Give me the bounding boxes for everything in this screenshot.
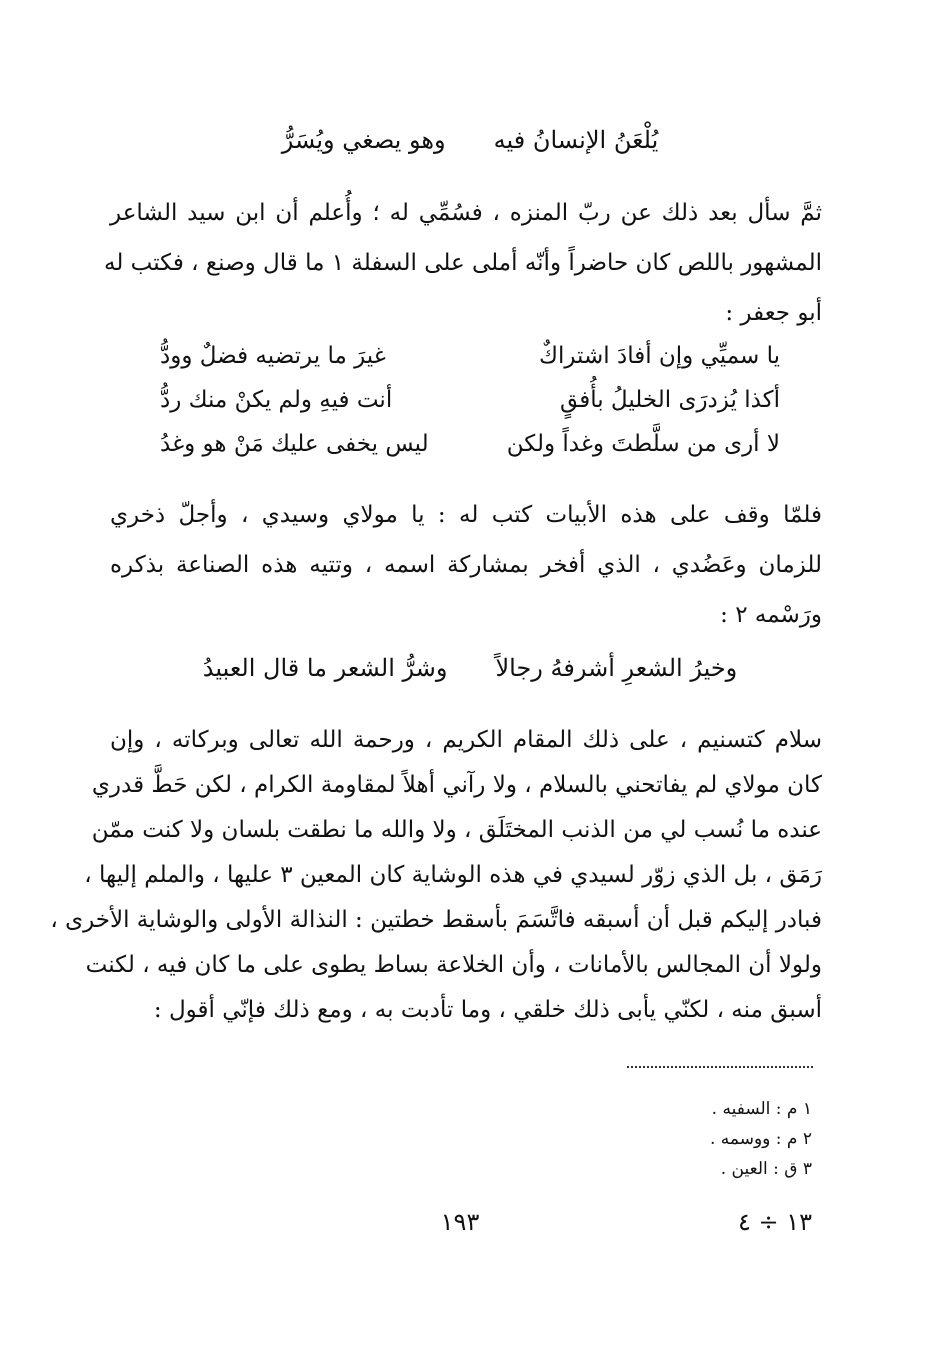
verse-middle-first-hemistich: وخيرُ الشعرِ أشرفهُ رجالاً [495,654,738,682]
paragraph-2-line-2: للزمان وعَضُدي ، الذي أفخر بمشاركة اسمه ، وتتيه هذه الصناعة بذكره [110,552,822,578]
footnotes [560,1094,812,1184]
poem-row [160,422,780,466]
poem-hemistich-second: غيرَ ما يرتضيه فضلٌ وودُّ [160,343,386,369]
paragraph-3-line-2: كان مولاي لم يفاتحني بالسلام ، ولا رآني أهلاً لمقاومة الكرام ، لكن حَطَّ قدري [91,772,822,798]
verse-top-first-hemistich: يُلْعَنُ الإنسانُ فيه [493,126,659,154]
printer-signature-mark: ١٣ ÷ ٤ [737,1208,812,1236]
paragraph-1 [104,188,822,338]
footnote-3: ٣ ق : العين . [720,1159,812,1179]
footnote-2: ٢ م : ووسمه . [709,1129,812,1149]
paragraph-1-line-3: أبو جعفر : [725,300,822,326]
poem-1 [160,334,780,466]
paragraph-3 [50,718,822,1033]
poem-hemistich-second: ليس يخفى عليك مَنْ هو وغدُ [160,431,429,457]
poem-hemistich-first: يا سميِّي وإن أفادَ اشتراكٌ [539,343,780,369]
paragraph-3-line-4: رَمَق ، بل الذي زوّر لسيدي في هذه الوشاية كان المعين ٣ عليها ، والملم إليها ، [84,862,822,888]
paragraph-2-line-1: فلمّا وقف على هذه الأبيات كتب له : يا مولاي وسيدي ، وأجلّ ذخري [110,502,822,528]
paragraph-1-line-1: ثمَّ سأل بعد ذلك عن ربّ المنزه ، فسُمِّي له ؛ وأُعلم أن ابن سيد الشاعر [110,200,822,226]
verse-top-second-hemistich: وهو يصغي ويُسَرُّ [281,126,446,154]
page-number: ١٩٣ [440,1208,480,1236]
paragraph-1-line-2: المشهور باللص كان حاضراً وأنّه أملى على السفلة ١ ما قال وصنع ، فكتب له [104,250,822,276]
paragraph-3-line-6: ولولا أن المجالس بالأمانات ، وأن الخلاعة بساط يطوى على ما كان فيه ، لكنت [85,952,822,978]
verse-middle [120,648,820,688]
poem-hemistich-first: لا أرى من سلَّطتَ وغداً ولكن [506,431,780,457]
paragraph-3-line-7: أسبق منه ، لكنّي يأبى ذلك خلقي ، وما تأدبت به ، ومع ذلك فإنّي أقول : [153,997,822,1023]
footnote-divider [627,1066,813,1068]
paragraph-3-line-3: عنده ما نُسب لي من الذنب المختَلَق ، ولا والله ما نطقت بلسان ولا كنت ممّن [91,817,822,843]
paragraph-3-line-5: فبادر إليكم قبل أن أسبقه فاتَّسَمَ بأسقط خطتين : النذالة الأولى والوشاية الأخرى ، [50,907,822,933]
poem-hemistich-second: أنت فيهِ ولم يكنْ منك ردُّ [160,387,393,413]
poem-hemistich-first: أكذا يُزدرَى الخليلُ بأُفقٍ [560,387,780,413]
paragraph-2-line-3: ورَسْمه ٢ : [720,602,822,628]
paragraph-3-line-1: سلام كتسنيم ، على ذلك المقام الكريم ، ورحمة الله تعالى وبركاته ، وإن [110,727,822,753]
poem-row [160,378,780,422]
footnote-1: ١ م : السفيه . [711,1099,812,1119]
verse-middle-second-hemistich: وشرُّ الشعر ما قال العبيدُ [202,654,448,682]
verse-top [120,120,820,160]
poem-row [160,334,780,378]
paragraph-2 [110,490,822,640]
